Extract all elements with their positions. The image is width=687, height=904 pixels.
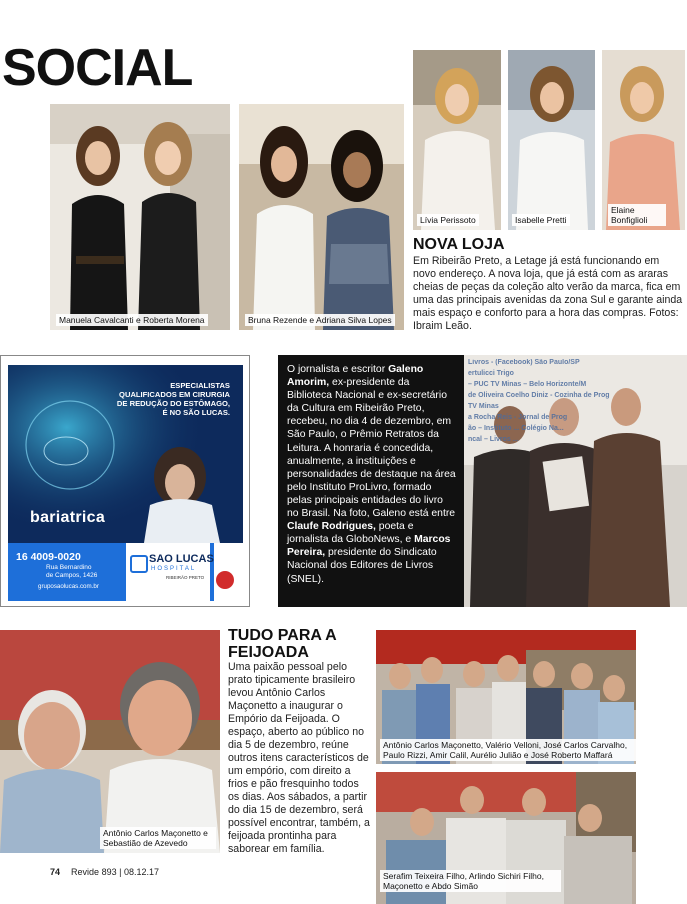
page-footer (50, 867, 159, 877)
caption-group-1: Antônio Carlos Maçonetto, Valério Velloni, José Carlos Carvalho, Paulo Rizzi, Amir Calil, Aurélio Julião e José Roberto Maffará (380, 739, 636, 761)
backdrop-line: Livros - (Facebook) São Paulo/SP (468, 359, 580, 366)
photo-illustration (239, 104, 404, 330)
ad-phone: 16 4009-0020 (16, 551, 81, 563)
photo-bruna-adriana (239, 104, 404, 330)
issue-date: 08.12.17 (123, 867, 159, 877)
backdrop-line: – PUC TV Minas – Belo Horizonte/M (468, 381, 587, 388)
page-number: 74 (50, 867, 61, 877)
photo-livia (413, 50, 501, 230)
ad-address-line2: de Campos, 1426 (46, 572, 98, 579)
hospital-logo-mark (130, 555, 148, 573)
galeno-name-2: Claufe Rodrigues, (287, 521, 376, 533)
caption-antonio-sebastiao (100, 827, 216, 849)
photo-group-1 (376, 630, 636, 764)
caption-elaine: Elaine Bonfiglioli (608, 204, 666, 226)
photo-illustration (508, 50, 595, 230)
backdrop-line: TV Minas (468, 403, 499, 410)
galeno-text-2: ex-presidente da Biblioteca Nacional e ex-secretário da Cultura em Ribeirão Preto, recebeu, no dia 4 de dezembro, em São Paulo, o Prêmio Retratos da Leitura. A honraria é concedida, anualmente, a instituições e personalidades de destaque na área pelo Instituto ProLivro, formado pelas principais entidades do livro no Brasil. Na foto, Galeno está entre (287, 377, 456, 520)
nova-loja-text: Em Ribeirão Preto, a Letage já está funcionando em novo endereço. A nova loja, que já está com as araras cheias de peças da coleção alto verão da marca, fica em uma das principais avenidas da zona Sul e garante ainda mais espaço e conforto para a hora das compras. Fotos: Ibraim Leão. (413, 255, 683, 332)
galeno-text-4: presidente do Sindicato Nacional dos Editores de Livros (SNEL). (287, 547, 437, 585)
caption-isabelle: Isabelle Pretti (512, 214, 570, 226)
ad-headline: ESPECIALISTAS QUALIFICADOS EM CIRURGIA DE REDUÇÃO DO ESTÔMAGO, É NO SÃO LUCAS. (116, 381, 230, 417)
feijoada-title: TUDO PARA A FEIJOADA (228, 627, 337, 661)
caption-manuela-roberta: Manuela Cavalcanti e Roberta Morena (56, 314, 208, 326)
publication-name: Revide 893 (71, 867, 117, 877)
photo-illustration (0, 630, 220, 853)
ad-hospital-name: SAO LUCAS (149, 553, 214, 565)
photo-antonio-sebastiao (0, 630, 220, 853)
ad-website: gruposaolucas.com.br (38, 583, 99, 590)
backdrop-line: a Rocha Reis - Jornal de Prog (468, 414, 568, 421)
galeno-backdrop-text (468, 357, 686, 445)
ad-hospital-city: RIBEIRÃO PRETO (166, 575, 205, 580)
ad-logo-bariatrica: bariatrica (30, 509, 106, 526)
photo-illustration (50, 104, 230, 330)
ad-hospital-sub: HOSPITAL (151, 566, 197, 572)
footer-separator: | (119, 867, 124, 877)
galeno-text-3: poeta e jornalista da GloboNews, e (287, 521, 415, 546)
section-title: SOCIAL (2, 39, 193, 97)
hospital-ad[interactable] (8, 365, 243, 601)
photo-manuela-roberta (50, 104, 230, 330)
ad-address-line1: Rua Bernardino (46, 564, 92, 571)
photo-isabelle (508, 50, 595, 230)
backdrop-line: de Oliveira Coelho Diniz - Cozinha de Prog (468, 392, 610, 399)
backdrop-line: ertulicci Trigo (468, 370, 514, 377)
photo-galeno-award (464, 355, 687, 607)
photo-group-2 (376, 772, 636, 904)
backdrop-line: ncal – Livros ... (468, 436, 519, 443)
caption-group-2: Serafim Teixeira Filho, Arlindo Sichiri Filho, Maçonetto e Abdo Simão (380, 870, 561, 892)
galeno-name-3: Marcos Pereira, (287, 534, 451, 559)
nova-loja-title: NOVA LOJA (413, 236, 505, 253)
galeno-text-1: O jornalista e escritor (287, 364, 389, 375)
photo-illustration (602, 50, 685, 230)
photo-elaine (602, 50, 685, 230)
photo-illustration (413, 50, 501, 230)
caption-bruna-adriana: Bruna Rezende e Adriana Silva Lopes (245, 314, 395, 326)
caption-antonio-text: Antônio Carlos Maçonetto e Sebastião de Azevedo (103, 828, 208, 848)
feijoada-text: Uma paixão pessoal pelo prato tipicamente brasileiro levou Antônio Carlos Maçonetto a inaugurar o Empório da Feijoada. O espaço, aberto ao público no dia 5 de dezembro, reúne outros itens característicos de um empório, com direito a frios e pão fresquinho todos os dias. Aos sábados, a partir do dia 15 de dezembro, será possível encontrar, também, a feijoada prontinha para saborear em família. (228, 661, 370, 855)
backdrop-line: ão – Instituto ... Colégio Na... (468, 425, 564, 432)
caption-livia: Lívia Perissoto (417, 214, 479, 226)
galeno-text-box (278, 355, 464, 607)
galeno-name-1: Galeno Amorim, (287, 364, 424, 389)
